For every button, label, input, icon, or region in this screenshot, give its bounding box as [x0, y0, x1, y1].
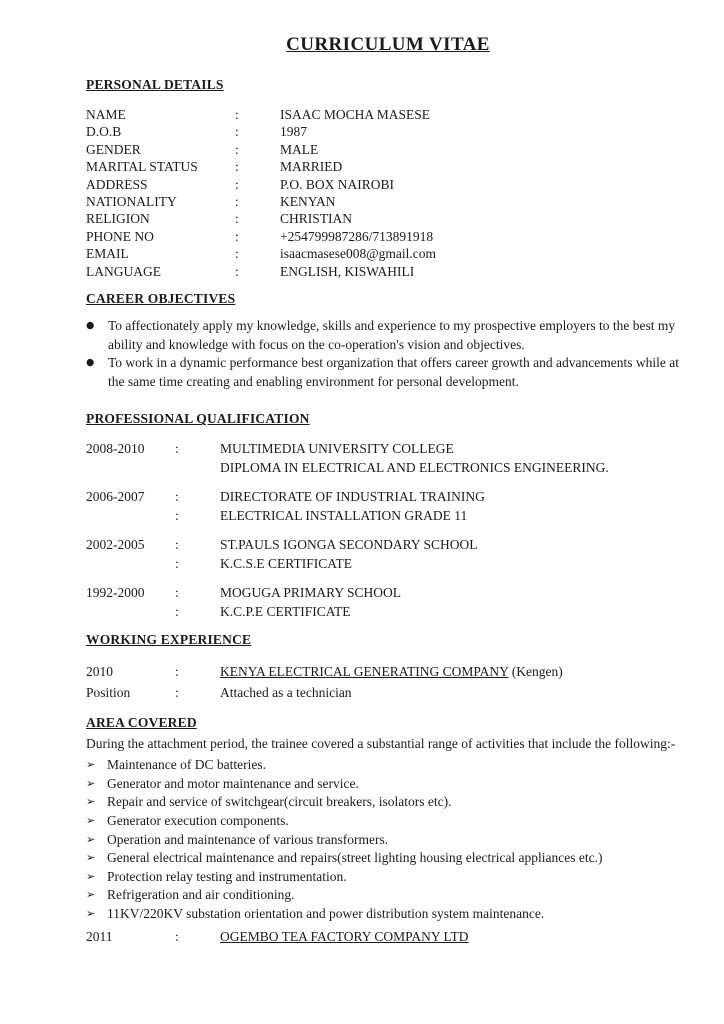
- experience-year: 2010: [86, 664, 113, 680]
- detail-row: [86, 158, 690, 175]
- detail-value: CHRISTIAN: [280, 211, 353, 227]
- colon-separator: :: [175, 441, 179, 457]
- qualification-institution: DIRECTORATE OF INDUSTRIAL TRAINING: [220, 489, 485, 505]
- area-item: [86, 868, 690, 887]
- arrow-bullet-icon: ➢: [86, 832, 96, 846]
- area-covered-heading: AREA COVERED: [86, 715, 197, 731]
- arrow-bullet-icon: ➢: [86, 758, 96, 772]
- qualification-award: ELECTRICAL INSTALLATION GRADE 11: [220, 507, 468, 523]
- area-item-text: 11KV/220KV substation orientation and power distribution system maintenance.: [107, 905, 545, 921]
- colon-separator: :: [235, 124, 239, 140]
- colon-separator: :: [235, 194, 239, 210]
- detail-label: ADDRESS: [86, 176, 148, 192]
- qualification-entry: [86, 440, 690, 477]
- colon-separator: :: [235, 263, 239, 279]
- position-label: Position: [86, 685, 131, 701]
- colon-separator: :: [175, 928, 179, 944]
- qualification-entry: [86, 536, 690, 573]
- detail-value: isaacmasese008@gmail.com: [280, 246, 437, 262]
- detail-label: MARITAL STATUS: [86, 159, 198, 175]
- colon-separator: :: [235, 228, 239, 244]
- experience-row: [86, 661, 690, 682]
- detail-label: GENDER: [86, 141, 141, 157]
- objective-text: To work in a dynamic performance best organization that offers career growth and advancements while at the same time creating and enabling environment for personal development.: [108, 355, 679, 389]
- detail-label: RELIGION: [86, 211, 150, 227]
- detail-row: [86, 193, 690, 210]
- arrow-bullet-icon: ➢: [86, 906, 96, 920]
- arrow-bullet-icon: ➢: [86, 814, 96, 828]
- arrow-bullet-icon: ➢: [86, 795, 96, 809]
- area-item-text: Repair and service of switchgear(circuit breakers, isolators etc).: [107, 794, 452, 810]
- arrow-bullet-icon: ➢: [86, 869, 96, 883]
- experience-year: 2011: [86, 928, 113, 944]
- objective-item: [86, 317, 690, 354]
- area-item: [86, 886, 690, 905]
- area-item-text: Generator execution components.: [107, 813, 289, 829]
- detail-row: [86, 123, 690, 140]
- qualification-entry: [86, 584, 690, 621]
- qualification-institution: ST.PAULS IGONGA SECONDARY SCHOOL: [220, 537, 478, 553]
- colon-separator: :: [175, 585, 179, 601]
- colon-separator: :: [235, 246, 239, 262]
- area-item: [86, 756, 690, 775]
- detail-label: NATIONALITY: [86, 194, 177, 210]
- area-covered-intro: During the attachment period, the trainee covered a substantial range of activities that include the following:-: [86, 736, 676, 752]
- detail-row: [86, 176, 690, 193]
- personal-details-heading: PERSONAL DETAILS: [86, 77, 224, 92]
- detail-row: [86, 263, 690, 280]
- company-name: KENYA ELECTRICAL GENERATING COMPANY: [220, 664, 509, 680]
- colon-separator: :: [235, 159, 239, 175]
- colon-separator: [175, 459, 220, 478]
- arrow-bullet-icon: ➢: [86, 776, 96, 790]
- detail-label: D.O.B: [86, 124, 122, 140]
- position-value: Attached as a technician: [220, 685, 352, 701]
- experience-company: [220, 661, 690, 682]
- page-title: CURRICULUM VITAE: [286, 34, 490, 55]
- detail-row: [86, 141, 690, 158]
- area-item: [86, 831, 690, 850]
- experience-row: [86, 926, 690, 947]
- objective-item: [86, 354, 690, 391]
- qualification-period: 2006-2007: [86, 489, 145, 505]
- arrow-bullet-icon: ➢: [86, 851, 96, 865]
- personal-details-table: [86, 106, 690, 280]
- colon-separator: :: [175, 555, 179, 571]
- detail-label: PHONE NO: [86, 228, 154, 244]
- qualification-entry: [86, 488, 690, 525]
- qualification-institution: MULTIMEDIA UNIVERSITY COLLEGE: [220, 441, 454, 457]
- career-objectives-heading: CAREER OBJECTIVES: [86, 291, 236, 307]
- detail-row: [86, 228, 690, 245]
- area-item: [86, 905, 690, 924]
- section-professional-qualification: [86, 411, 690, 621]
- qualification-period: 2002-2005: [86, 537, 145, 553]
- arrow-bullet-icon: ➢: [86, 888, 96, 902]
- colon-separator: :: [175, 537, 179, 553]
- area-item-text: General electrical maintenance and repairs(street lighting housing electrical appliances etc.): [107, 850, 603, 866]
- detail-label: EMAIL: [86, 246, 129, 262]
- qualification-institution: MOGUGA PRIMARY SCHOOL: [220, 585, 402, 601]
- area-item: [86, 793, 690, 812]
- area-item-text: Operation and maintenance of various transformers.: [107, 831, 389, 847]
- detail-row: [86, 210, 690, 227]
- colon-separator: :: [175, 685, 179, 701]
- colon-separator: :: [235, 141, 239, 157]
- detail-label: NAME: [86, 107, 126, 122]
- qualification-period: 1992-2000: [86, 585, 145, 601]
- colon-separator: :: [235, 176, 239, 192]
- detail-value: MARRIED: [280, 159, 343, 175]
- section-working-experience: [86, 632, 690, 703]
- area-item-text: Maintenance of DC batteries.: [107, 757, 266, 773]
- colon-separator: :: [175, 664, 179, 680]
- section-career-objectives: [86, 291, 690, 391]
- detail-value: ENGLISH, KISWAHILI: [280, 263, 415, 279]
- working-experience-heading: WORKING EXPERIENCE: [86, 632, 252, 648]
- section-personal-details: [86, 77, 690, 280]
- colon-separator: :: [175, 507, 179, 523]
- company-name: OGEMBO TEA FACTORY COMPANY LTD: [220, 928, 469, 944]
- qualification-period: 2008-2010: [86, 441, 145, 457]
- area-item-text: Protection relay testing and instrumentation.: [107, 868, 347, 884]
- bullet-icon: ●: [86, 320, 95, 332]
- detail-value: MALE: [280, 141, 319, 157]
- colon-separator: :: [235, 211, 239, 227]
- area-item: [86, 849, 690, 868]
- detail-row: [86, 245, 690, 262]
- detail-label: LANGUAGE: [86, 263, 161, 279]
- bullet-icon: ●: [86, 357, 95, 369]
- area-item: [86, 812, 690, 831]
- detail-value: +254799987286/713891918: [280, 228, 434, 244]
- colon-separator: :: [175, 603, 179, 619]
- professional-qualification-heading: PROFESSIONAL QUALIFICATION: [86, 411, 310, 427]
- area-item-text: Refrigeration and air conditioning.: [107, 887, 295, 903]
- experience-row: [86, 682, 690, 703]
- colon-separator: :: [175, 489, 179, 505]
- company-suffix: (Kengen): [508, 664, 563, 680]
- detail-value: ISAAC MOCHA MASESE: [280, 107, 431, 122]
- detail-value: P.O. BOX NAIROBI: [280, 176, 395, 192]
- detail-value: 1987: [280, 124, 307, 140]
- section-area-covered: [86, 715, 690, 946]
- qualification-award: K.C.S.E CERTIFICATE: [220, 555, 352, 571]
- area-item: [86, 775, 690, 794]
- detail-row: [86, 106, 690, 123]
- qualification-award: K.C.P.E CERTIFICATE: [220, 603, 351, 619]
- detail-value: KENYAN: [280, 194, 336, 210]
- objective-text: To affectionately apply my knowledge, skills and experience to my prospective employers to the best my ability and knowledge with focus on the co-operation's vision and objectives.: [108, 318, 676, 352]
- area-item-text: Generator and motor maintenance and service.: [107, 775, 359, 791]
- qualification-award: DIPLOMA IN ELECTRICAL AND ELECTRONICS ENGINEERING.: [220, 459, 609, 475]
- colon-separator: :: [235, 107, 239, 122]
